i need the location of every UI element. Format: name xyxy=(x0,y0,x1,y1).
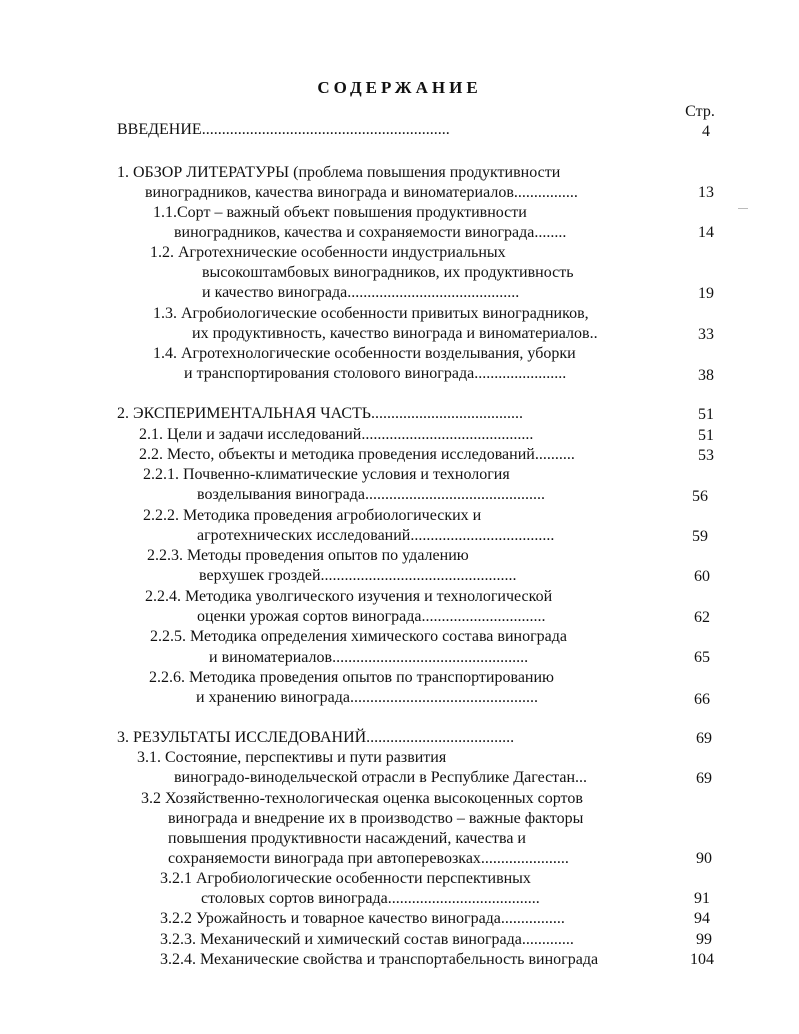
toc-entry-line: повышения продуктивности насаждений, качества и xyxy=(168,830,526,847)
toc-entry-page: 62 xyxy=(694,609,710,626)
toc-entry-line: 1.3. Агробиологические особенности привитых виноградников, xyxy=(153,305,589,322)
toc-entry-page: 91 xyxy=(694,890,710,907)
scan-speck xyxy=(738,208,748,209)
toc-entry-line: ВВЕДЕНИЕ.............................................................. xyxy=(117,121,450,138)
toc-entry-line: сохраняемости винограда при автоперевозках...................... xyxy=(168,850,569,867)
toc-entry-page: 99 xyxy=(696,931,712,948)
toc-entry-page: 104 xyxy=(690,951,714,968)
toc-entry-page: 38 xyxy=(698,367,714,384)
toc-entry-page: 33 xyxy=(698,326,714,343)
toc-entry-line: их продуктивность, качество винограда и виноматериалов.. xyxy=(192,325,598,342)
toc-entry-line: столовых сортов винограда...................................... xyxy=(201,890,540,907)
toc-entry-line: 1.4. Агротехнологические особенности возделывания, уборки xyxy=(153,345,576,362)
toc-entry-page: 4 xyxy=(702,123,710,140)
toc-entry-line: и хранению винограда............................................... xyxy=(196,689,538,706)
toc-entry-line: виноградников, качества и сохраняемости винограда........ xyxy=(174,224,567,241)
toc-entry-page: 69 xyxy=(696,730,712,747)
page-title: СОДЕРЖАНИЕ xyxy=(317,78,482,97)
toc-entry-line: оценки урожая сортов винограда............................... xyxy=(197,608,546,625)
toc-entry-line: 2.1. Цели и задачи исследований........................................... xyxy=(139,426,534,443)
toc-entry-line: 3.2.4. Механические свойства и транспортабельность винограда xyxy=(160,951,599,968)
toc-entry-page: 13 xyxy=(698,184,714,201)
toc-entry-line: виноградо-винодельческой отрасли в Республике Дагестан... xyxy=(174,769,588,786)
toc-entry-line: 2.2.5. Методика определения химического состава винограда xyxy=(150,628,567,645)
toc-entry-line: 3.2 Хозяйственно-технологическая оценка высокоценных сортов xyxy=(141,790,583,807)
toc-entry-line: и транспортирования столового винограда....................... xyxy=(184,365,567,382)
toc-entry-line: 3.2.2 Урожайность и товарное качество винограда................ xyxy=(160,910,565,927)
page-column-label: Стр. xyxy=(685,103,715,120)
toc-entry-line: верхушек гроздей................................................. xyxy=(199,567,517,584)
toc-entry-line: 3. РЕЗУЛЬТАТЫ ИССЛЕДОВАНИЙ..................................... xyxy=(117,729,515,746)
toc-entry-line: и виноматериалов................................................. xyxy=(209,649,529,666)
toc-entry-line: 3.2.1 Агробиологические особенности перспективных xyxy=(160,870,531,887)
toc-entry-line: 2.2.2. Методика проведения агробиологических и xyxy=(143,507,482,524)
toc-entry-line: высокоштамбовых виноградников, их продуктивность xyxy=(202,264,574,281)
toc-entry-line: и качество винограда........................................... xyxy=(202,284,520,301)
toc-entry-page: 51 xyxy=(698,406,714,423)
toc-entry-line: 2. ЭКСПЕРИМЕНТАЛЬНАЯ ЧАСТЬ...................................... xyxy=(117,405,523,422)
toc-entry-line: 1.1.Сорт – важный объект повышения продуктивности xyxy=(153,204,527,221)
toc-entry-line: 1.2. Агротехнические особенности индустриальных xyxy=(150,244,506,261)
toc-entry-line: 2.2.6. Методика проведения опытов по транспортированию xyxy=(149,669,555,686)
toc-entry-line: 3.2.3. Механический и химический состав винограда............. xyxy=(160,931,574,948)
toc-entry-page: 19 xyxy=(698,285,714,302)
toc-entry-line: 2.2. Место, объекты и методика проведения исследований.......... xyxy=(139,446,575,463)
toc-entry-page: 14 xyxy=(698,224,714,241)
toc-entry-line: 1. ОБЗОР ЛИТЕРАТУРЫ (проблема повышения продуктивности xyxy=(117,164,561,181)
toc-entry-page: 94 xyxy=(694,910,710,927)
toc-entry-line: агротехнических исследований.................................... xyxy=(197,527,555,544)
toc-entry-page: 65 xyxy=(694,649,710,666)
toc-entry-line: винограда и внедрение их в производство – важные факторы xyxy=(168,810,584,827)
toc-entry-line: возделывания винограда............................................. xyxy=(197,486,545,503)
toc-entry-page: 53 xyxy=(698,447,714,464)
toc-entry-page: 51 xyxy=(698,427,714,444)
toc-entry-line: 2.2.3. Методы проведения опытов по удалению xyxy=(147,547,469,564)
toc-entry-line: 2.2.4. Методика уволгического изучения и технологической xyxy=(145,588,553,605)
toc-entry-line: 3.1. Состояние, перспективы и пути развития xyxy=(137,749,447,766)
toc-entry-line: 2.2.1. Почвенно-климатические условия и технология xyxy=(143,466,510,483)
toc-entry-page: 69 xyxy=(696,770,712,787)
toc-entry-page: 90 xyxy=(696,850,712,867)
toc-entry-page: 59 xyxy=(692,528,708,545)
toc-entry-page: 66 xyxy=(694,691,710,708)
toc-entry-line: виноградников, качества винограда и виноматериалов................ xyxy=(145,184,578,201)
toc-entry-page: 56 xyxy=(692,488,708,505)
toc-entry-page: 60 xyxy=(694,568,710,585)
